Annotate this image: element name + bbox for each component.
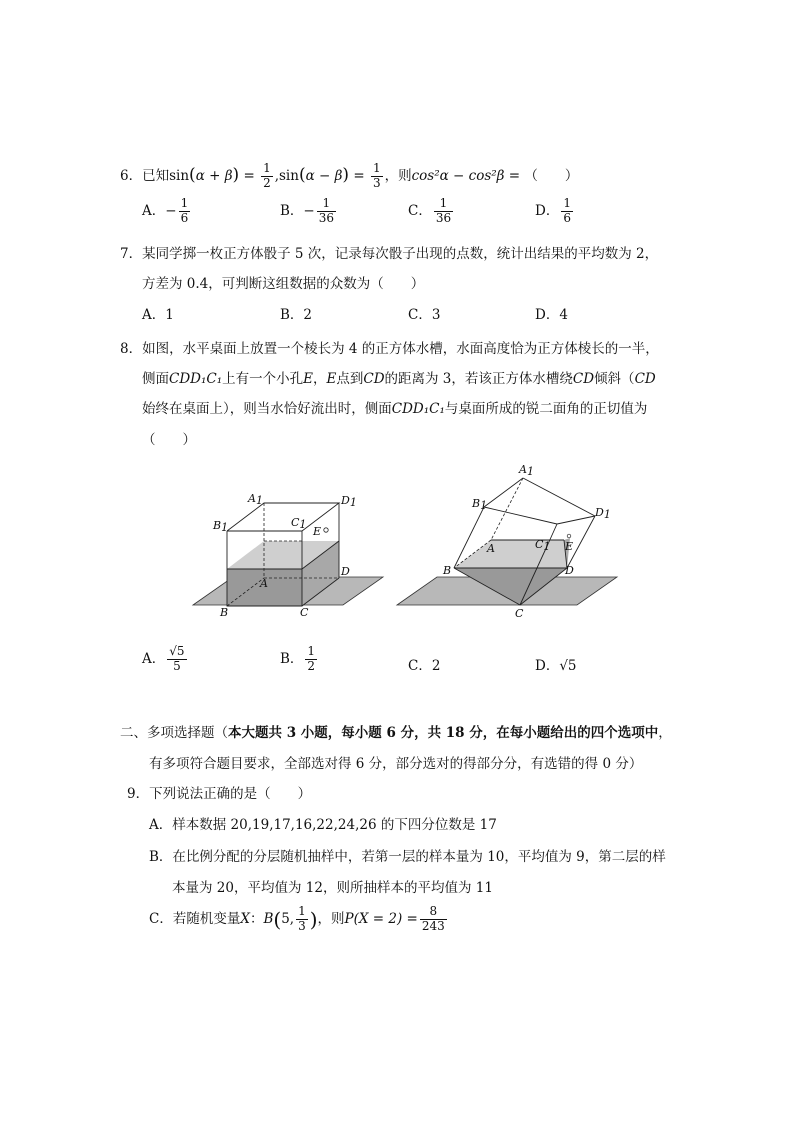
q8-line3: 始终在桌面上），则当水恰好流出时，侧面CDD₁C₁与桌面所成的锐二面角的正切值为 (142, 401, 648, 417)
q6-arg1: α + β (195, 167, 233, 184)
q6-arg2: α − β (305, 167, 343, 184)
q8-figure (165, 460, 625, 620)
q6-expr: cos²α − cos²β = (411, 167, 521, 184)
q6-frac1: $\frac{1}{2}$ (263, 161, 271, 190)
label-b1: B1 (213, 519, 229, 534)
q6-option-c[interactable]: C． $\frac{1}{36}$ (408, 196, 452, 225)
q9-option-b-line1[interactable]: B．在比例分配的分层随机抽样中，若第一层的样本量为 10，平均值为 9，第二层的样 (149, 849, 666, 865)
label-c1-r: C1 (535, 538, 551, 553)
label-d: D (341, 565, 350, 578)
q8-line2: 侧面CDD₁C₁上有一个小孔E，E点到CD的距离为 3，若该正方体水槽绕CD倾斜（CD (142, 371, 656, 387)
q6-option-a[interactable]: A．− $\frac{1}{6}$ (142, 196, 189, 225)
q9-option-b-line2: 本量为 20，平均值为 12，则所抽样本的平均值为 11 (172, 880, 493, 896)
label-b1-r: B1 (472, 497, 488, 512)
q8-option-a[interactable]: A． $\frac{√5}{5}$ (142, 644, 185, 673)
right-cube-figure (397, 463, 617, 620)
q7-line2: 方差为 0.4，可判断这组数据的众数为（ ） (142, 276, 425, 292)
q8-option-d[interactable]: D．√5 (535, 658, 577, 674)
left-cube-figure (193, 492, 383, 619)
label-a1: A1 (248, 492, 263, 507)
q6-text2: ，则 (384, 167, 412, 184)
label-e-r: E (565, 540, 574, 553)
label-b-r: B (443, 564, 452, 577)
label-d1-r: D1 (595, 506, 611, 521)
q9-stem: 9．下列说法正确的是（ ） (127, 786, 312, 802)
label-c1: C1 (291, 516, 307, 531)
label-b: B (220, 606, 229, 619)
q6-paren: （ ） (524, 167, 579, 184)
q8-line1: 8．如图，水平桌面上放置一个棱长为 4 的正方体水槽，水面高度恰为正方体棱长的一半， (120, 341, 659, 357)
q6-number: 6． (120, 167, 143, 184)
label-d1: D1 (341, 494, 357, 509)
label-a1-r: A1 (519, 463, 534, 478)
q6-stem: 6．已知sin(α + β) = $\frac{1}{2}$ ,sin(α − β) = $\frac{1}{3}$ ，则cos²α − cos²β = （ ） (120, 161, 579, 190)
q6-option-d[interactable]: D． $\frac{1}{6}$ (535, 196, 571, 225)
q7-option-c[interactable]: C．3 (408, 307, 441, 323)
label-a-r: A (487, 542, 495, 555)
q6-sin: sin (169, 167, 190, 184)
section2-heading-line1: 二、多项选择题（本大题共 3 小题，每小题 6 分，共 18 分，在每小题给出的四个选项中， (120, 725, 672, 741)
q6-option-b[interactable]: B．− $\frac{1}{36}$ (280, 196, 335, 225)
q6-text: 已知 (142, 167, 170, 184)
label-e: E (313, 525, 322, 538)
label-c: C (300, 606, 309, 619)
q8-option-b[interactable]: B． $\frac{1}{2}$ (280, 644, 316, 673)
q9-option-c[interactable]: C．若随机变量X：B(5, $\frac{1}{3}$ )，则P(X = 2) = $\frac{8}{243}$ (149, 904, 445, 933)
q7-option-b[interactable]: B．2 (280, 307, 313, 323)
label-d-r: D (565, 564, 574, 577)
q6-eq: = (243, 167, 255, 184)
label-c-r: C (515, 607, 524, 620)
q7-line1: 7．某同学掷一枚正方体骰子 5 次，记录每次骰子出现的点数，统计出结果的平均数为 2， (120, 246, 659, 262)
q6-sep: ,sin (274, 167, 299, 184)
q6-eq2: = (353, 167, 365, 184)
q6-frac2: $\frac{1}{3}$ (372, 161, 381, 190)
q9-option-a[interactable]: A．样本数据 20,19,17,16,22,24,26 的下四分位数是 17 (149, 817, 497, 833)
q7-option-d[interactable]: D．4 (535, 307, 568, 323)
q8-line4: （ ） (142, 432, 196, 448)
label-a: A (260, 577, 268, 590)
section2-heading-line2: 有多项符合题目要求，全部选对得 6 分，部分选对的得部分分，有选错的得 0 分） (149, 756, 643, 772)
q8-option-c[interactable]: C．2 (408, 658, 441, 674)
q7-option-a[interactable]: A．1 (142, 307, 174, 323)
